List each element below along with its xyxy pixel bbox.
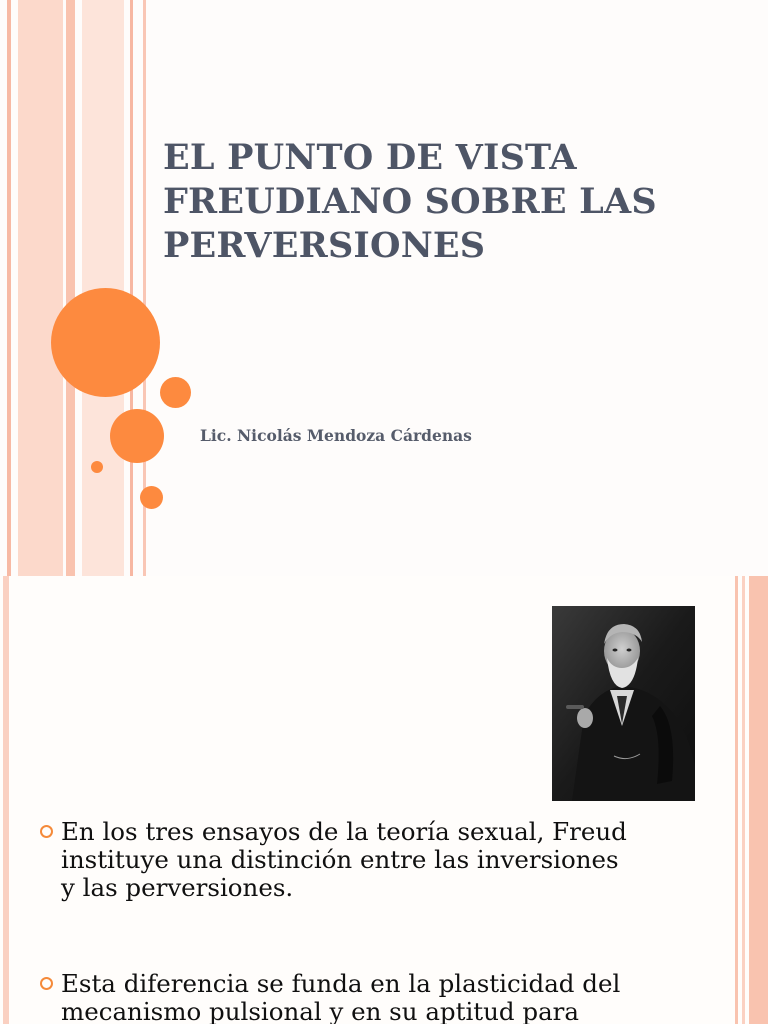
title-line: EL PUNTO DE VISTA [163,137,577,178]
title-line: PERVERSIONES [163,225,486,266]
decorative-stripe [735,576,738,1024]
decorative-circle-medium [110,409,164,463]
slide-title [163,136,723,268]
decorative-circle-small [160,377,191,408]
decorative-stripe [749,576,768,1024]
bullet-text [61,970,681,1024]
bullet-circle-icon [40,977,53,990]
bullet-line: instituye una distinción entre las inversiones [61,845,619,874]
decorative-circle-large [51,288,160,397]
decorative-stripe [3,576,9,1024]
bullet-line: y las perversiones. [61,873,294,902]
bullet-circle-icon [40,825,53,838]
decorative-stripe [18,0,63,576]
decorative-stripe [742,576,745,1024]
decorative-stripe [66,0,75,576]
portrait-photo [552,606,695,801]
decorative-circle-small [140,486,163,509]
bullet-line: En los tres ensayos de la teoría sexual, Freud [61,817,627,846]
bullet-line: Esta diferencia se funda en la plasticidad del [61,969,621,998]
decorative-circle-tiny [91,461,103,473]
bullet-text [61,818,681,902]
slide-subtitle: Lic. Nicolás Mendoza Cárdenas [200,426,472,445]
title-line: FREUDIANO SOBRE LAS [163,181,657,222]
bullet-line: mecanismo pulsional y en su aptitud para [61,997,579,1024]
decorative-stripe [7,0,11,576]
decorative-stripe [130,0,133,576]
content-slide [0,576,768,1024]
portrait-illustration [552,606,695,801]
